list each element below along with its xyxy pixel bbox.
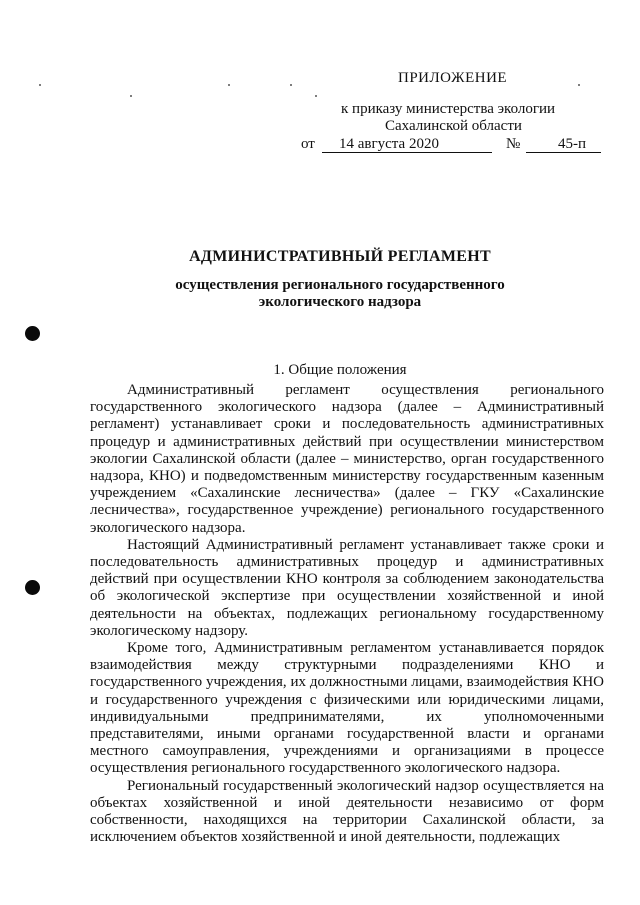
scan-speck bbox=[290, 84, 292, 86]
paragraph: Региональный государственный экологический надзор осуществляется на объектах хозяйственной и иной деятельности независимо от форм собственности, находящихся на территории Сахалинской области, за исключением объектов хозяйственной и иной деятельности, подлежащих bbox=[90, 777, 604, 846]
scan-speck bbox=[130, 95, 132, 97]
scan-speck bbox=[578, 84, 580, 86]
document-subtitle-line-2: экологического надзора bbox=[258, 294, 422, 310]
scan-speck bbox=[315, 95, 317, 97]
paragraph: Настоящий Административный регламент устанавливает также сроки и последовательность административных процедур и административных действий при осуществлении КНО контроля за соблюдением законодательства об экологической экспертизе при осуществлении хозяйственной и иной деятельности на объектах, подлежащих региональному государственному экологическому надзору. bbox=[90, 536, 604, 639]
date-prefix: от bbox=[301, 136, 315, 152]
appendix-title: ПРИЛОЖЕНИЕ bbox=[398, 70, 508, 86]
number-value: 45-п bbox=[558, 136, 587, 152]
paragraph: Кроме того, Административным регламентом устанавливается порядок взаимодействия между структурными подразделениями КНО и государственного учреждения, их должностными лицами, взаимодействия КНО и государственного учреждения с физическими или юридическими лицами, индивидуальными предпринимателями, их уполномоченными представителями, иными органами государственной власти и органами местного самоуправления, учреждениями и организациями в процессе осуществления регионального государственного экологического надзора. bbox=[90, 640, 604, 777]
scan-speck bbox=[228, 84, 230, 86]
date-value: 14 августа 2020 bbox=[339, 136, 439, 152]
section-heading: 1. Общие положения bbox=[273, 362, 407, 378]
binder-hole-top bbox=[25, 326, 40, 341]
order-line-2: Сахалинской области bbox=[385, 118, 522, 134]
document-subtitle-line-1: осуществления регионального государственного bbox=[175, 277, 505, 293]
scan-speck bbox=[39, 84, 41, 86]
binder-hole-bottom bbox=[25, 580, 40, 595]
section-body bbox=[90, 382, 604, 846]
number-sign: № bbox=[506, 136, 521, 152]
document-title: АДМИНИСТРАТИВНЫЙ РЕГЛАМЕНТ bbox=[189, 248, 491, 265]
paragraph: Административный регламент осуществления регионального государственного экологического надзора (далее – Административный регламент) устанавливает сроки и последовательность административных процедур и административных действий при осуществлении министерством экологии Сахалинской области (далее – министерство, орган государственного надзора, КНО) и подведомственным министерству государственным казенным учреждением «Сахалинские лесничества» (далее – ГКУ «Сахалинские лесничества», государственное учреждение) регионального государственного экологического надзора. bbox=[90, 382, 604, 536]
order-line-1: к приказу министерства экологии bbox=[341, 101, 556, 117]
